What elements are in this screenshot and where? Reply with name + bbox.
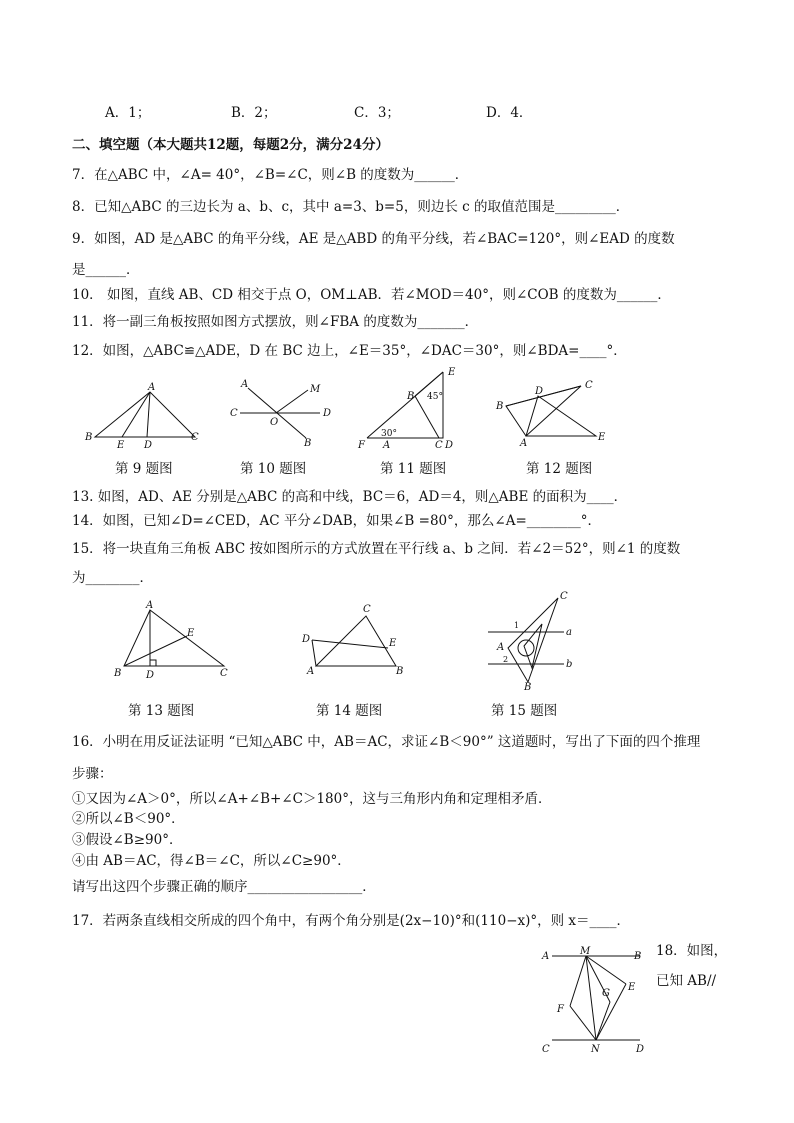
section-title: 二、填空题（本大题共12题，每题2分，满分24分） [72, 137, 389, 153]
svg-text:B: B [114, 668, 122, 679]
svg-text:C: C [585, 380, 593, 391]
svg-text:D: D [302, 634, 311, 645]
option-b: B．2； [231, 105, 277, 121]
svg-text:45°: 45° [427, 392, 443, 402]
svg-text:F: F [358, 440, 365, 451]
figure-10 [228, 378, 338, 448]
svg-text:D: D [146, 670, 155, 681]
svg-text:B: B [634, 951, 642, 962]
svg-text:M: M [310, 384, 321, 395]
svg-text:E: E [187, 628, 195, 639]
question-7: 7．在△ABC 中，∠A= 40°，∠B=∠C，则∠B 的度数为______． [72, 167, 469, 183]
svg-text:E: E [448, 367, 456, 378]
caption-fig-13: 第 13 题图 [128, 703, 195, 719]
svg-text:N: N [591, 1044, 600, 1055]
svg-text:C: C [191, 432, 199, 443]
svg-text:E: E [389, 638, 397, 649]
question-16-cont: 步骤： [72, 766, 113, 782]
option-a: A．1； [105, 105, 151, 121]
question-10: 10． 如图，直线 AB、CD 相交于点 O，OM⊥AB．若∠MOD＝40°，则∠COB 的度数为______． [72, 287, 671, 303]
svg-text:C: C [220, 668, 228, 679]
svg-text:C: C [363, 604, 371, 615]
caption-fig-11: 第 11 题图 [380, 461, 447, 477]
question-13: 13. 如图，AD、AE 分别是△ABC 的高和中线，BC＝6，AD＝4，则△ABE 的面积为____． [72, 489, 628, 505]
caption-fig-14: 第 14 题图 [316, 703, 383, 719]
question-11: 11．将一副三角板按照如图方式摆放，则∠FBA 的度数为_______． [72, 314, 479, 330]
svg-text:E: E [628, 982, 636, 993]
question-15-cont: 为________． [72, 570, 153, 586]
question-9: 9．如图，AD 是△ABC 的角平分线，AE 是△ABD 的角平分线，若∠BAC=120°，则∠EAD 的度数 [72, 231, 675, 247]
svg-text:A: A [542, 951, 550, 962]
figure-9 [85, 382, 205, 451]
svg-text:D: D [636, 1044, 645, 1055]
figure-13 [112, 598, 237, 682]
step-4: ④由 AB＝AC，得∠B＝∠C，所以∠C≥90°． [72, 853, 351, 869]
svg-text:b: b [566, 659, 573, 670]
svg-text:C: C [560, 591, 568, 602]
svg-text:M: M [580, 946, 591, 957]
svg-text:B: B [407, 391, 415, 402]
svg-text:A: A [497, 642, 505, 653]
question-17: 17．若两条直线相交所成的四个角中，有两个角分别是(2x−10)°和(110−x)°，则 x＝____． [72, 913, 631, 929]
caption-fig-15: 第 15 题图 [491, 703, 558, 719]
figure-18 [540, 944, 655, 1060]
svg-text:B: B [496, 401, 504, 412]
question-18: 18．如图， [656, 943, 728, 959]
question-12: 12．如图，△ABC≌△ADE，D 在 BC 边上，∠E＝35°，∠DAC＝30°，则∠BDA=____°． [72, 343, 627, 359]
svg-text:B: B [396, 666, 404, 677]
step-2: ②所以∠B＜90°． [72, 811, 185, 827]
question-16: 16．小明在用反证法证明 “已知△ABC 中，AB＝AC，求证∠B＜90°” 这道题时，写出了下面的四个推理 [72, 734, 701, 750]
question-8: 8．已知△ABC 的三边长为 a、b、c，其中 a=3、b=5，则边长 c 的取值范围是_________． [72, 199, 630, 215]
svg-text:2: 2 [503, 655, 509, 664]
question-14: 14．如图，已知∠D=∠CED，AC 平分∠DAB，如果∠B =80°，那么∠A=________°． [72, 513, 602, 529]
step-1: ①又因为∠A＞0°，所以∠A+∠B+∠C＞180°，这与三角形内角和定理相矛盾． [72, 791, 552, 807]
caption-fig-10: 第 10 题图 [240, 461, 307, 477]
svg-text:A: A [146, 600, 154, 611]
svg-text:C: C [230, 408, 238, 419]
question-9-cont: 是______． [72, 262, 140, 278]
svg-text:D: D [535, 386, 544, 397]
question-15: 15．将一块直角三角板 ABC 按如图所示的方式放置在平行线 a、b 之间．若∠2＝52°，则∠1 的度数 [72, 541, 681, 557]
step-3: ③假设∠B≥90°． [72, 832, 183, 848]
svg-text:O: O [270, 417, 279, 428]
svg-text:E: E [598, 432, 606, 443]
svg-text:A: A [383, 440, 391, 451]
svg-text:A: A [241, 379, 249, 390]
svg-text:A: A [148, 382, 156, 393]
svg-text:B: B [304, 438, 312, 449]
svg-text:D: D [445, 440, 454, 451]
caption-fig-12: 第 12 题图 [526, 461, 593, 477]
svg-text:B: B [85, 432, 93, 443]
svg-text:D: D [144, 440, 153, 451]
svg-text:D: D [323, 408, 332, 419]
caption-fig-9: 第 9 题图 [115, 461, 173, 477]
figure-15 [480, 590, 580, 693]
option-d: D．4． [486, 105, 533, 121]
svg-text:C: C [435, 440, 443, 451]
question-18-cont: 已知 AB// [656, 973, 717, 989]
figure-11 [355, 366, 465, 452]
svg-text:B: B [524, 682, 532, 693]
svg-text:30°: 30° [381, 429, 397, 439]
svg-text:1: 1 [514, 621, 520, 630]
svg-text:F: F [557, 1004, 564, 1015]
svg-text:a: a [566, 627, 572, 638]
svg-text:E: E [117, 440, 125, 451]
svg-text:A: A [307, 666, 315, 677]
svg-text:C: C [542, 1044, 550, 1055]
svg-text:A: A [520, 438, 528, 449]
question-16-order: 请写出这四个步骤正确的顺序_________________． [72, 879, 376, 895]
figure-14 [300, 600, 415, 680]
figure-12 [496, 378, 616, 448]
svg-text:G: G [602, 988, 610, 999]
option-c: C．3； [354, 105, 400, 121]
